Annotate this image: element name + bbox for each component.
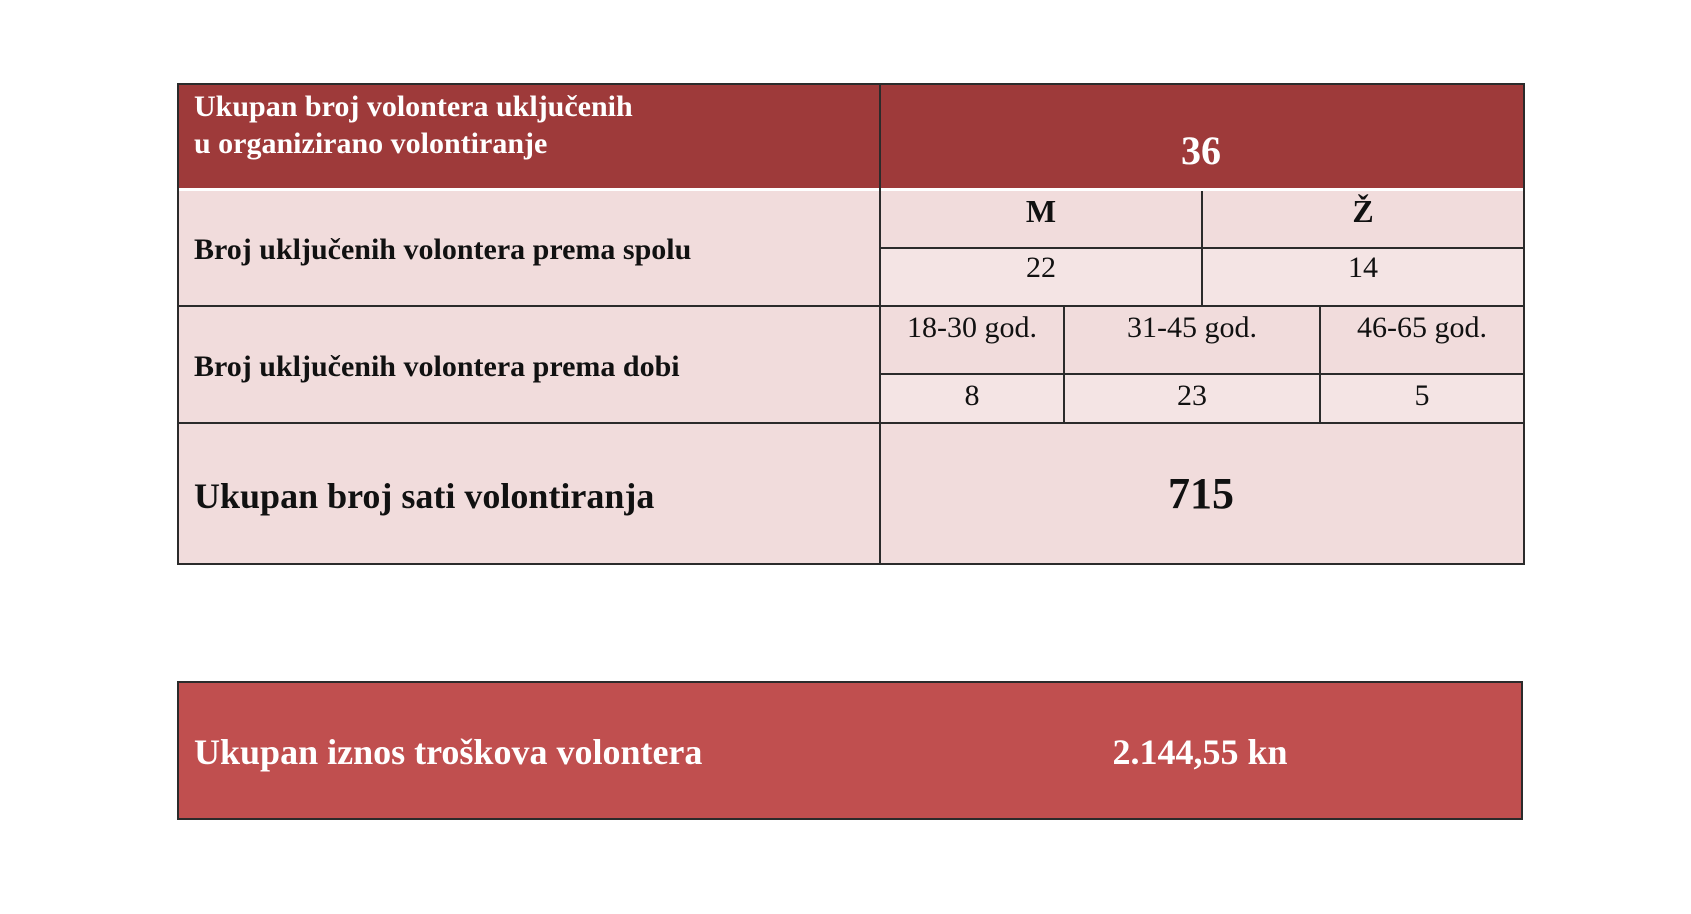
total-volunteers-label-line1: Ukupan broj volontera uključenih xyxy=(194,90,633,123)
gender-value-z: 14 xyxy=(1348,251,1378,284)
row-divider-gender-age xyxy=(179,305,1523,307)
age-value-18-30: 8 xyxy=(964,379,980,412)
age-header-31-45: 31-45 god. xyxy=(1127,311,1257,344)
age-value-46-65: 5 xyxy=(1414,379,1430,412)
total-volunteers-label-line2: u organizirano volontiranje xyxy=(194,127,548,160)
gender-header-z: Ž xyxy=(1352,193,1374,229)
age-inner-divider xyxy=(881,373,1523,375)
gender-column-divider xyxy=(1201,191,1203,305)
row-divider-age-hours xyxy=(179,422,1523,424)
volunteer-stats-table xyxy=(177,83,1525,565)
age-header-18-30: 18-30 god. xyxy=(907,311,1037,344)
gender-value-m: 22 xyxy=(1026,251,1056,284)
hours-value: 715 xyxy=(1168,469,1234,518)
age-value-31-45: 23 xyxy=(1177,379,1207,412)
hours-label: Ukupan broj sati volontiranja xyxy=(194,476,655,516)
costs-label: Ukupan iznos troškova volontera xyxy=(194,732,703,772)
age-column-divider-1 xyxy=(1063,307,1065,422)
age-column-divider-2 xyxy=(1319,307,1321,422)
age-header-46-65: 46-65 god. xyxy=(1357,311,1487,344)
volunteer-costs-table xyxy=(177,681,1523,820)
total-volunteers-value: 36 xyxy=(1181,128,1221,173)
main-column-divider xyxy=(879,85,881,563)
costs-value: 2.144,55 kn xyxy=(1112,732,1288,772)
age-row-label: Broj uključenih volontera prema dobi xyxy=(194,350,680,383)
gender-header-m: M xyxy=(1025,193,1057,229)
gender-row-label: Broj uključenih volontera prema spolu xyxy=(194,233,692,266)
